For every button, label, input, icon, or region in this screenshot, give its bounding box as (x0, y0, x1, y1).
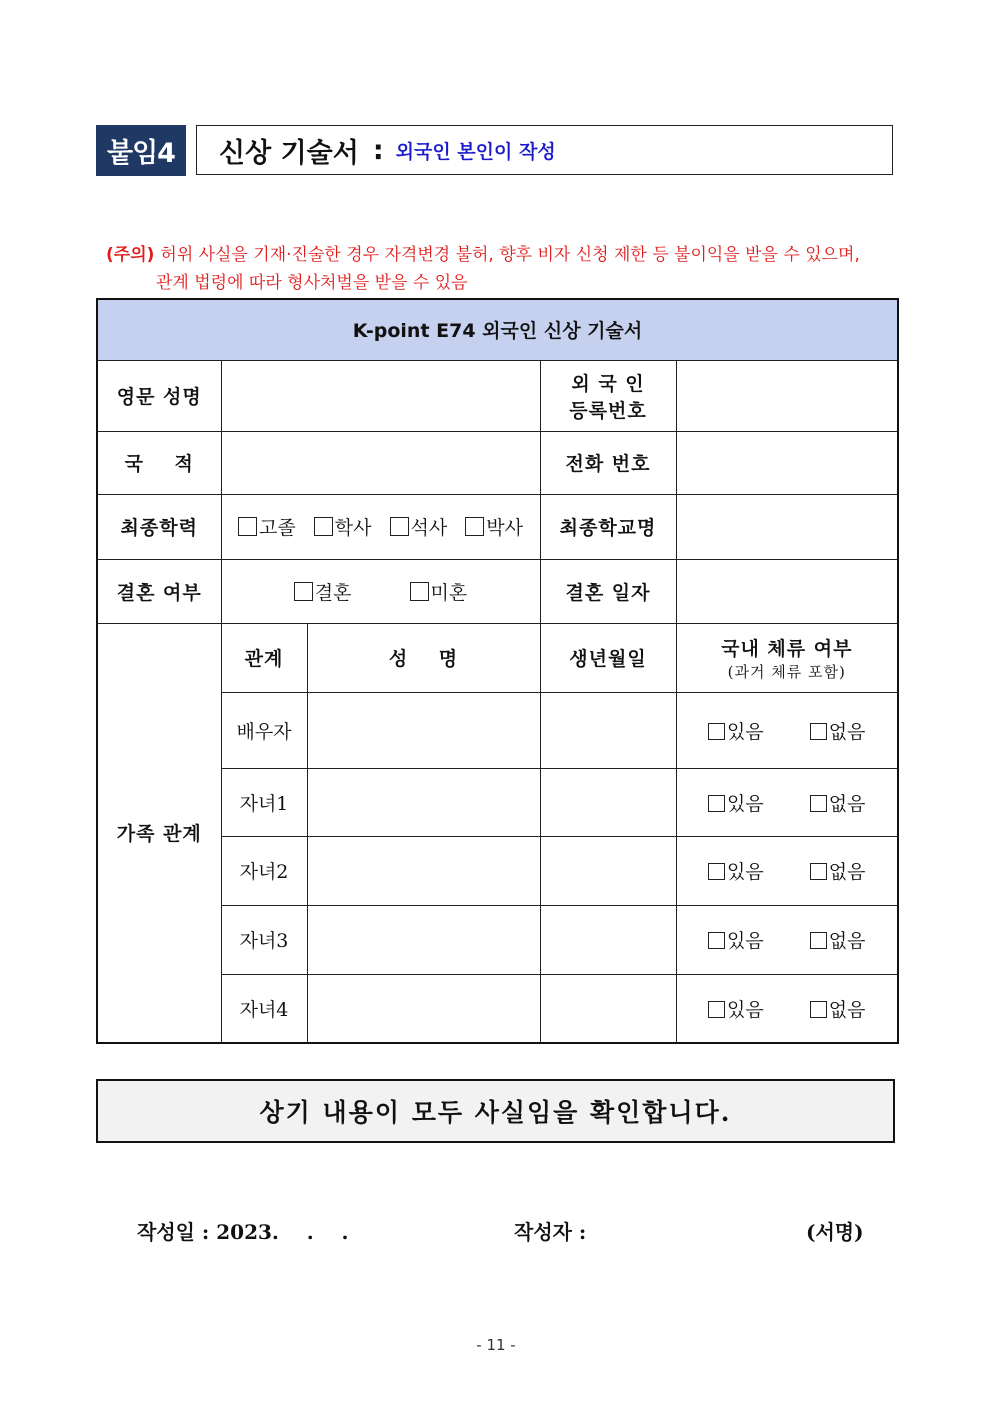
stay-no-option[interactable] (810, 793, 866, 815)
stay-yes-option[interactable] (708, 721, 764, 743)
marriage-date-field[interactable] (676, 559, 898, 623)
education-options (221, 494, 540, 559)
stay-header-line-2: (과거 체류 포함) (727, 662, 846, 681)
option-label: 없음 (828, 930, 866, 952)
education-label: 최종학력 (97, 494, 221, 559)
option-label: 없음 (828, 998, 866, 1021)
date-written-label: 작성일 : 2023. . . (137, 1220, 349, 1244)
stay-no-option[interactable] (810, 861, 866, 883)
family-name-field[interactable] (307, 974, 540, 1043)
registration-label-line-2: 등록번호 (569, 399, 647, 422)
stay-yes-option[interactable] (708, 999, 764, 1021)
family-birth-field[interactable] (540, 836, 676, 905)
option-label: 석사 (410, 517, 448, 539)
family-birth-field[interactable] (540, 692, 676, 768)
checkbox-icon[interactable] (465, 517, 484, 536)
family-label: 가족 관계 (97, 623, 221, 1043)
option-label: 박사 (486, 517, 523, 539)
option-label: 학사 (334, 517, 372, 539)
checkbox-icon[interactable] (810, 723, 827, 740)
family-name-field[interactable] (307, 836, 540, 905)
education-option[interactable] (465, 517, 523, 539)
school-label: 최종학교명 (540, 494, 676, 559)
checkbox-icon[interactable] (410, 582, 429, 601)
option-label: 있음 (727, 720, 764, 743)
stay-options (676, 768, 898, 836)
family-name-field[interactable] (307, 905, 540, 974)
relation-cell: 배우자 (221, 692, 307, 768)
relation-header: 관계 (221, 623, 307, 692)
registration-number-field[interactable] (676, 360, 898, 431)
checkbox-icon[interactable] (294, 582, 313, 601)
doc-subtitle: 외국인 본인이 작성 (395, 140, 556, 163)
form-title: K-point E74 외국인 신상 기술서 (97, 299, 898, 360)
school-field[interactable] (676, 494, 898, 559)
family-birth-field[interactable] (540, 768, 676, 836)
relation-cell: 자녀3 (221, 905, 307, 974)
title-box (196, 125, 893, 175)
checkbox-icon[interactable] (238, 517, 257, 536)
checkbox-icon[interactable] (810, 1001, 827, 1018)
notice-label: (주의) (106, 245, 155, 265)
birth-header: 생년월일 (540, 623, 676, 692)
stay-options (676, 905, 898, 974)
checkbox-icon[interactable] (810, 795, 827, 812)
marriage-label: 결혼 여부 (97, 559, 221, 623)
option-label: 미혼 (430, 581, 468, 604)
title-colon: : (372, 134, 384, 166)
checkbox-icon[interactable] (314, 517, 333, 536)
personal-info-form (96, 298, 899, 1044)
stay-header-line-1: 국내 체류 여부 (721, 637, 853, 660)
doc-title: 신상 기술서 (219, 137, 359, 169)
registration-number-label (540, 360, 676, 431)
option-label: 없음 (828, 720, 866, 743)
stay-yes-option[interactable] (708, 930, 764, 952)
family-birth-field[interactable] (540, 974, 676, 1043)
signature-label: (서명) (806, 1220, 864, 1244)
stay-options (676, 974, 898, 1043)
phone-label: 전화 번호 (540, 431, 676, 494)
name-header: 성 명 (307, 623, 540, 692)
checkbox-icon[interactable] (810, 932, 827, 949)
warning-notice (106, 241, 896, 297)
stay-no-option[interactable] (810, 930, 866, 952)
checkbox-icon[interactable] (810, 863, 827, 880)
option-label: 결혼 (314, 581, 352, 604)
option-label: 고졸 (258, 517, 296, 539)
checkbox-icon[interactable] (708, 723, 725, 740)
page-number: - 11 - (476, 1336, 516, 1354)
confirmation-statement: 상기 내용이 모두 사실임을 확인합니다. (96, 1079, 895, 1143)
option-label: 있음 (727, 998, 764, 1021)
relation-cell: 자녀2 (221, 836, 307, 905)
english-name-field[interactable] (221, 360, 540, 431)
checkbox-icon[interactable] (708, 1001, 725, 1018)
writer-label: 작성자 : (514, 1220, 587, 1244)
option-label: 있음 (727, 861, 764, 883)
checkbox-icon[interactable] (708, 863, 725, 880)
stay-header (676, 623, 898, 692)
stay-yes-option[interactable] (708, 861, 764, 883)
family-name-field[interactable] (307, 692, 540, 768)
attachment-tag: 붙임4 (96, 125, 186, 176)
nationality-label: 국 적 (97, 431, 221, 494)
marriage-option[interactable] (410, 582, 468, 604)
stay-options (676, 692, 898, 768)
stay-yes-option[interactable] (708, 793, 764, 815)
notice-line-1: 허위 사실을 기재·진술한 경우 자격변경 불허, 향후 비자 신청 제한 등 불이익을 받을 수 있으며, (160, 245, 860, 265)
checkbox-icon[interactable] (708, 795, 725, 812)
phone-field[interactable] (676, 431, 898, 494)
notice-line-2: 관계 법령에 따라 형사처벌을 받을 수 있음 (156, 273, 468, 293)
english-name-label: 영문 성명 (97, 360, 221, 431)
education-option[interactable] (238, 517, 296, 539)
registration-label-line-1: 외 국 인 (571, 372, 645, 395)
marriage-options (221, 559, 540, 623)
education-option[interactable] (390, 517, 448, 539)
marriage-date-label: 결혼 일자 (540, 559, 676, 623)
relation-cell: 자녀1 (221, 768, 307, 836)
option-label: 있음 (727, 930, 764, 952)
checkbox-icon[interactable] (390, 517, 409, 536)
option-label: 없음 (828, 792, 866, 815)
stay-options (676, 836, 898, 905)
stay-no-option[interactable] (810, 999, 866, 1021)
stay-no-option[interactable] (810, 721, 866, 743)
option-label: 있음 (727, 792, 764, 815)
nationality-field[interactable] (221, 431, 540, 494)
checkbox-icon[interactable] (708, 932, 725, 949)
relation-cell: 자녀4 (221, 974, 307, 1043)
family-birth-field[interactable] (540, 905, 676, 974)
marriage-option[interactable] (294, 582, 352, 604)
family-name-field[interactable] (307, 768, 540, 836)
option-label: 없음 (828, 861, 866, 883)
education-option[interactable] (314, 517, 372, 539)
